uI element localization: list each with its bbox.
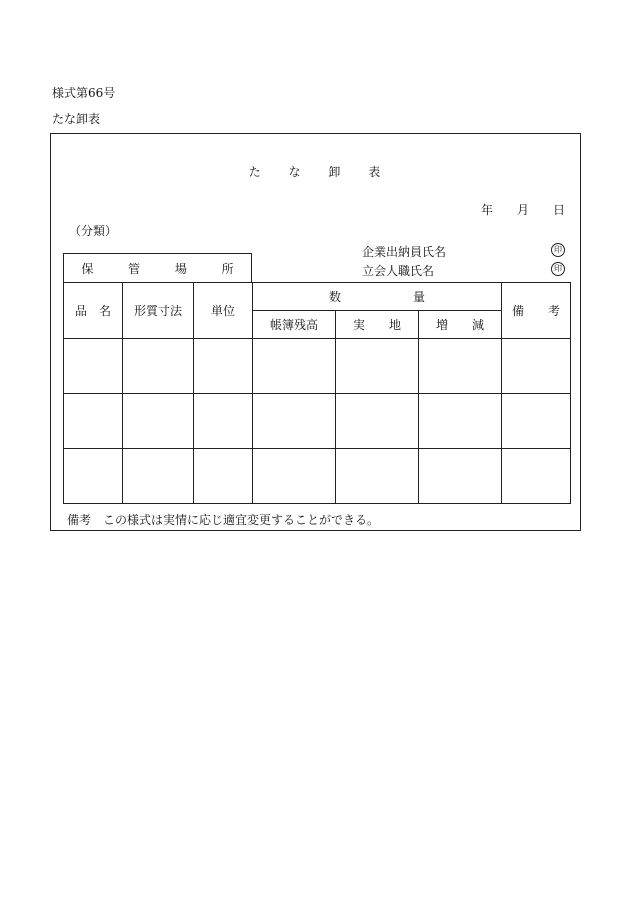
form-title-char: た [248,165,262,179]
date-year-label: 年 [481,203,494,217]
form-number: 様式第66号 [52,86,116,100]
col-item-name: 品 名 [64,283,123,339]
col-unit: 単位 [194,283,253,339]
document-heading: たな卸表 [52,112,101,126]
form-title [0,163,630,180]
table-cell[interactable] [502,394,571,449]
table-row [64,339,571,394]
table-cell[interactable] [123,339,194,394]
seal-mark: 印 [551,262,565,276]
table-row [64,394,571,449]
storage-place-char: 所 [221,261,234,276]
table-cell[interactable] [64,449,123,504]
table-cell[interactable] [336,394,419,449]
storage-place-char: 管 [128,261,141,276]
form-title-char: 卸 [328,165,342,179]
table-cell[interactable] [419,394,502,449]
table-cell[interactable] [194,394,253,449]
form-title-char: な [288,165,302,179]
col-increase-decrease: 増 減 [419,311,502,339]
table-cell[interactable] [502,339,571,394]
table-cell[interactable] [123,394,194,449]
seal-mark: 印 [551,243,565,257]
storage-place-char: 場 [174,261,187,276]
table-cell[interactable] [64,339,123,394]
inventory-table [63,282,571,504]
table-cell[interactable] [194,339,253,394]
table-cell[interactable] [419,449,502,504]
col-remarks: 備 考 [502,283,571,339]
table-cell[interactable] [64,394,123,449]
col-shape-size: 形質寸法 [123,283,194,339]
date-month-label: 月 [517,203,530,217]
table-row [64,449,571,504]
enterprise-cashier-name-label: 企業出納員氏名 [362,245,447,259]
table-cell[interactable] [419,339,502,394]
form-title-char: 表 [368,165,382,179]
storage-place-char: 保 [81,261,94,276]
header-row [64,283,571,311]
table-cell[interactable] [253,339,336,394]
table-cell[interactable] [253,394,336,449]
date-day-label: 日 [553,203,566,217]
table-cell[interactable] [502,449,571,504]
col-book-balance: 帳簿残高 [253,311,336,339]
remarks-note: 備考 この様式は実情に応じ適宜変更することができる。 [67,513,380,527]
classification-label: （分類） [69,224,118,238]
table-cell[interactable] [336,339,419,394]
table-cell[interactable] [123,449,194,504]
table-cell[interactable] [194,449,253,504]
col-actual: 実 地 [336,311,419,339]
storage-place-box [63,253,252,282]
witness-name-label: 立会人職氏名 [362,264,435,278]
col-quantity: 数 量 [253,283,502,311]
table-cell[interactable] [336,449,419,504]
table-cell[interactable] [253,449,336,504]
